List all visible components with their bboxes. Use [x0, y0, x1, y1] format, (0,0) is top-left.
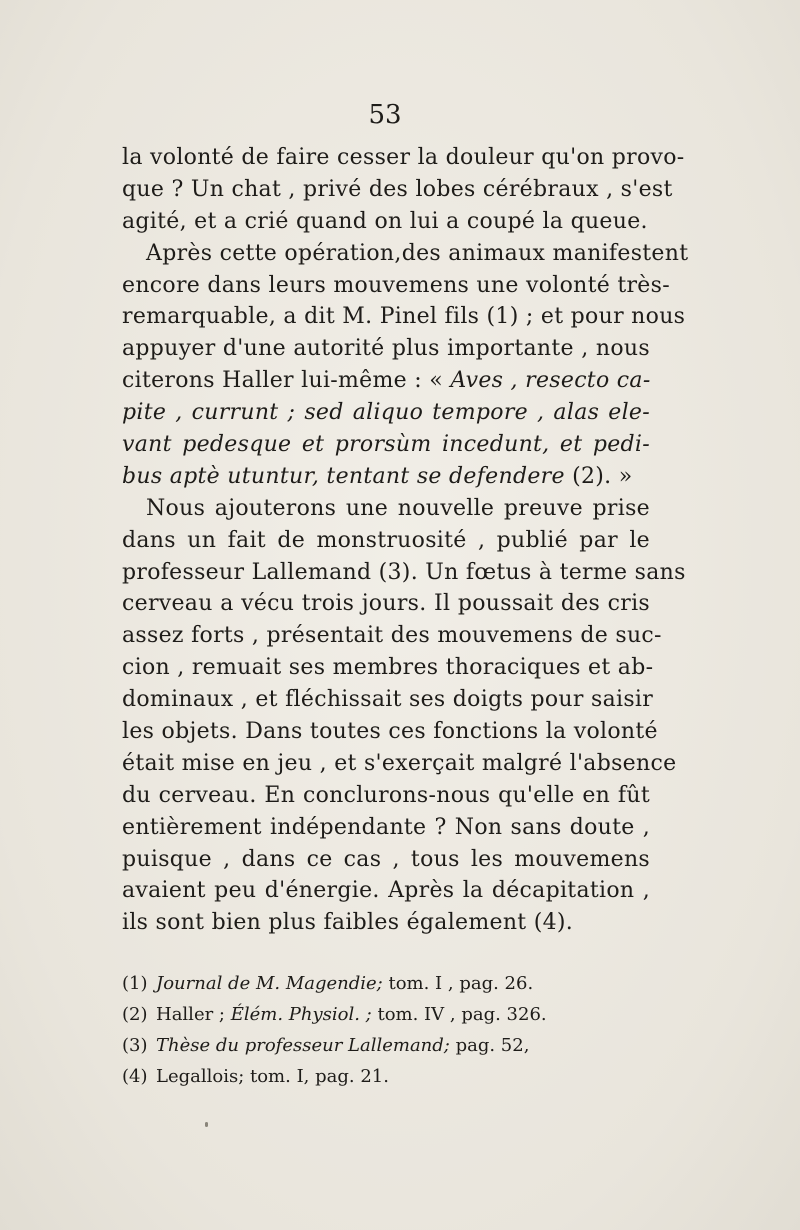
text-line [122, 365, 650, 397]
line-text: dans un fait de monstruosité , publié par le [122, 527, 650, 553]
line-text: citerons Haller lui-même : « [122, 368, 451, 394]
text-line [122, 429, 650, 461]
line-text: cerveau a vécu trois jours. Il poussait des cris [122, 591, 650, 617]
line-text: encore dans leurs mouvemens une volonté très- [122, 272, 670, 298]
footnote [122, 968, 642, 999]
footnote-number: (1) [122, 973, 148, 994]
footnote [122, 999, 642, 1030]
line-text: que ? Un chat , privé des lobes cérébraux , s'est [122, 176, 673, 202]
line-text: ils sont bien plus faibles également (4). [122, 910, 574, 936]
footnote-number: (2) [122, 1004, 148, 1025]
text-line [122, 748, 677, 780]
line-text: avaient peu d'énergie. Après la décapitation , [122, 878, 650, 904]
line-text: cion , remuait ses membres thoraciques et ab- [122, 655, 654, 681]
footnote-text: tom. IV , pag. 326. [371, 1004, 547, 1025]
text-line [122, 333, 650, 365]
text-line [122, 301, 686, 333]
italic-quote: Aves , resecto ca- [450, 368, 651, 394]
line-text: entièrement indépendante ? Non sans doute , [122, 814, 650, 840]
line-text: professeur Lallemand (3). Un fœtus à terme sans [122, 559, 686, 585]
line-text: assez forts , présentait des mouvemens de suc- [122, 623, 662, 649]
line-text: appuyer d'une autorité plus importante , nous [122, 336, 650, 362]
line-text: agité, et a crié quand on lui a coupé la queue. [122, 208, 648, 234]
footnote [122, 1061, 642, 1092]
footnotes [122, 968, 642, 1092]
line-text: Nous ajouterons une nouvelle preuve prise [146, 495, 650, 521]
text-line [122, 844, 650, 876]
line-text: puisque , dans ce cas , tous les mouvemens [122, 846, 650, 872]
text-line [122, 812, 650, 844]
footnote-number: (3) [122, 1035, 148, 1056]
footnote-text: Legallois; tom. I, pag. 21. [156, 1066, 389, 1087]
text-line [122, 907, 650, 939]
text-line [122, 780, 650, 812]
text-line [122, 206, 650, 238]
footnote-text: Haller ; [156, 1004, 231, 1025]
footnote [122, 1030, 642, 1061]
footnote-title: Élém. Physiol. ; [230, 1004, 372, 1025]
text-line [122, 493, 650, 525]
line-text: Après cette opération,des animaux manifestent [146, 240, 689, 266]
line-text: était mise en jeu , et s'exerçait malgré l'absence [122, 750, 677, 776]
footnote-title: Thèse du professeur Lallemand; [156, 1035, 450, 1056]
text-line [122, 270, 670, 302]
italic-quote: pite , currunt ; sed aliquo tempore , alas ele- [122, 400, 650, 426]
line-text: les objets. Dans toutes ces fonctions la volonté [122, 719, 658, 745]
text-line [122, 142, 685, 174]
text-line [122, 525, 650, 557]
italic-quote: vant pedesque et prorsùm incedunt, et pedi- [122, 432, 650, 458]
italic-quote: bus aptè utuntur, tentant se defendere [122, 463, 565, 489]
footnote-text: pag. 52, [449, 1035, 530, 1056]
text-line [122, 716, 658, 748]
footnote-text: tom. I , pag. 26. [382, 973, 534, 994]
line-text: dominaux , et fléchissait ses doigts pour saisir [122, 687, 654, 713]
footnote-number: (4) [122, 1066, 148, 1087]
text-line [122, 397, 650, 429]
text-line [122, 588, 650, 620]
paper-speck [205, 1122, 208, 1127]
text-line [122, 174, 673, 206]
text-line [122, 652, 654, 684]
page-number: 53 [368, 100, 402, 130]
line-text: (2). » [564, 463, 633, 489]
text-line [122, 238, 689, 270]
text-line [122, 461, 650, 493]
text-line [122, 875, 650, 907]
line-text: remarquable, a dit M. Pinel fils (1) ; et pour nous [122, 304, 686, 330]
line-text: du cerveau. En conclurons-nous qu'elle en fût [122, 782, 650, 808]
text-line [122, 557, 686, 589]
footnote-title: Journal de M. Magendie; [156, 973, 383, 994]
line-text: la volonté de faire cesser la douleur qu'on provo- [122, 145, 685, 170]
body-text [122, 142, 689, 939]
text-line [122, 620, 662, 652]
text-line [122, 684, 654, 716]
